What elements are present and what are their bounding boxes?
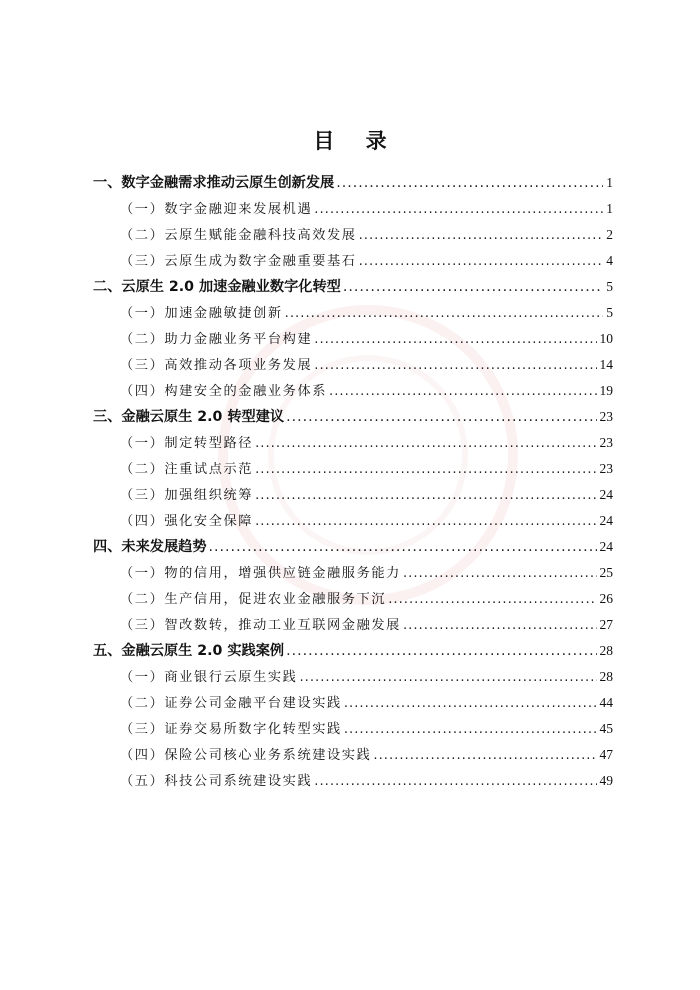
toc-entry-text: （三）高效推动各项业务发展	[120, 358, 313, 373]
toc-entry[interactable]	[120, 328, 613, 350]
toc-page-number: 23	[599, 409, 613, 424]
toc-entry-text: （四）保险公司核心业务系统建设实践	[120, 748, 372, 763]
toc-entry[interactable]	[120, 588, 613, 610]
toc-entry[interactable]	[120, 224, 613, 246]
toc-entry-text: 二、云原生 2.0 加速金融业数字化转型	[93, 279, 341, 295]
toc-entry[interactable]	[120, 458, 613, 480]
toc-page-number: 24	[599, 487, 613, 502]
toc-entry[interactable]	[120, 692, 613, 714]
toc-page-number: 2	[606, 227, 613, 242]
toc-entry[interactable]	[93, 276, 613, 298]
toc-page-number: 14	[599, 357, 613, 372]
toc-leader-dots	[388, 589, 596, 611]
toc-entry[interactable]	[120, 380, 613, 402]
toc-leader-dots	[373, 745, 596, 767]
toc-entry-text: （五）科技公司系统建设实践	[120, 774, 313, 789]
toc-entry-text: （二）注重试点示范	[120, 462, 254, 477]
toc-page-number: 5	[606, 279, 613, 294]
toc-page-number: 5	[606, 305, 613, 320]
toc-leader-dots	[314, 771, 596, 793]
toc-entry-text: （四）构建安全的金融业务体系	[120, 384, 328, 399]
toc-leader-dots	[255, 433, 596, 455]
toc-entry-text: （一）商业银行云原生实践	[120, 670, 298, 685]
toc-entry-text: （四）强化安全保障	[120, 514, 254, 529]
toc-leader-dots	[299, 667, 596, 689]
toc-leader-dots	[329, 381, 596, 403]
toc-entry[interactable]	[93, 406, 613, 428]
toc-page-number: 45	[599, 721, 613, 736]
toc-page-number: 24	[599, 513, 613, 528]
toc-leader-dots	[314, 329, 596, 351]
toc-leader-dots	[344, 719, 597, 741]
toc-page-number: 24	[599, 539, 613, 554]
toc-entry[interactable]	[93, 640, 613, 662]
toc-page-number: 4	[606, 253, 613, 268]
toc-page-number: 27	[599, 617, 613, 632]
toc-entry[interactable]	[120, 510, 613, 532]
toc-leader-dots	[359, 225, 604, 247]
toc-page-number: 44	[599, 695, 613, 710]
toc-entry[interactable]	[120, 198, 613, 220]
toc-page-number: 1	[606, 201, 613, 216]
toc-entry[interactable]	[120, 562, 613, 584]
toc-leader-dots	[403, 615, 597, 637]
toc-leader-dots	[359, 251, 604, 273]
toc-page-number: 47	[599, 747, 613, 762]
toc-leader-dots	[403, 563, 597, 585]
toc-entry[interactable]	[120, 354, 613, 376]
toc-page-number: 49	[599, 773, 613, 788]
toc-leader-dots	[286, 406, 596, 428]
toc-entry[interactable]	[93, 536, 613, 558]
toc-entry[interactable]	[120, 744, 613, 766]
toc-page-number: 23	[599, 435, 613, 450]
toc-entry-text: （三）证券交易所数字化转型实践	[120, 722, 342, 737]
toc-entry[interactable]	[93, 172, 613, 194]
toc-entry-text: （一）加速金融敏捷创新	[120, 306, 283, 321]
toc-entry-text: （二）云原生赋能金融科技高效发展	[120, 228, 357, 243]
toc-entry-text: 一、数字金融需求推动云原生创新发展	[93, 175, 335, 191]
toc-entry[interactable]	[120, 614, 613, 636]
toc-entry-text: （二）助力金融业务平台构建	[120, 332, 313, 347]
toc-leader-dots	[344, 693, 597, 715]
toc-entry[interactable]	[120, 250, 613, 272]
toc-page-number: 1	[606, 175, 613, 190]
toc-page-number: 28	[599, 643, 613, 658]
toc-entry-text: 三、金融云原生 2.0 转型建议	[93, 409, 285, 425]
toc-entry-text: （三）云原生成为数字金融重要基石	[120, 254, 357, 269]
toc-leader-dots	[286, 640, 596, 662]
toc-leader-dots	[314, 355, 596, 377]
toc-entry-text: （一）制定转型路径	[120, 436, 254, 451]
toc-entry-text: （二）生产信用，促进农业金融服务下沉	[120, 592, 387, 607]
toc-entry[interactable]	[120, 770, 613, 792]
toc-leader-dots	[343, 276, 603, 298]
toc-page-number: 28	[599, 669, 613, 684]
toc-entry[interactable]	[120, 718, 613, 740]
toc-leader-dots	[336, 172, 603, 194]
toc-entry-text: （一）物的信用，增强供应链金融服务能力	[120, 566, 401, 581]
toc-entry-text: 五、金融云原生 2.0 实践案例	[93, 643, 285, 659]
toc-page-number: 25	[599, 565, 613, 580]
toc-entry-text: （三）智改数转，推动工业互联网金融发展	[120, 618, 401, 633]
toc-page-number: 19	[599, 383, 613, 398]
toc-leader-dots	[255, 485, 596, 507]
toc-leader-dots	[255, 511, 596, 533]
toc-entry-text: （一）数字金融迎来发展机遇	[120, 202, 313, 217]
toc-entry[interactable]	[120, 484, 613, 506]
toc-entry-text: 四、未来发展趋势	[93, 539, 207, 555]
toc-page-number: 23	[599, 461, 613, 476]
page-title: 目 录	[313, 129, 399, 153]
toc-leader-dots	[314, 199, 603, 221]
toc-entry-text: （三）加强组织统筹	[120, 488, 254, 503]
toc-leader-dots	[285, 303, 604, 325]
toc-leader-dots	[255, 459, 596, 481]
toc-entry[interactable]	[120, 302, 613, 324]
toc-leader-dots	[209, 536, 597, 558]
toc-entry[interactable]	[120, 432, 613, 454]
toc-page-number: 10	[599, 331, 613, 346]
toc-page-number: 26	[599, 591, 613, 606]
toc-entry[interactable]	[120, 666, 613, 688]
toc-entry-text: （二）证券公司金融平台建设实践	[120, 696, 342, 711]
